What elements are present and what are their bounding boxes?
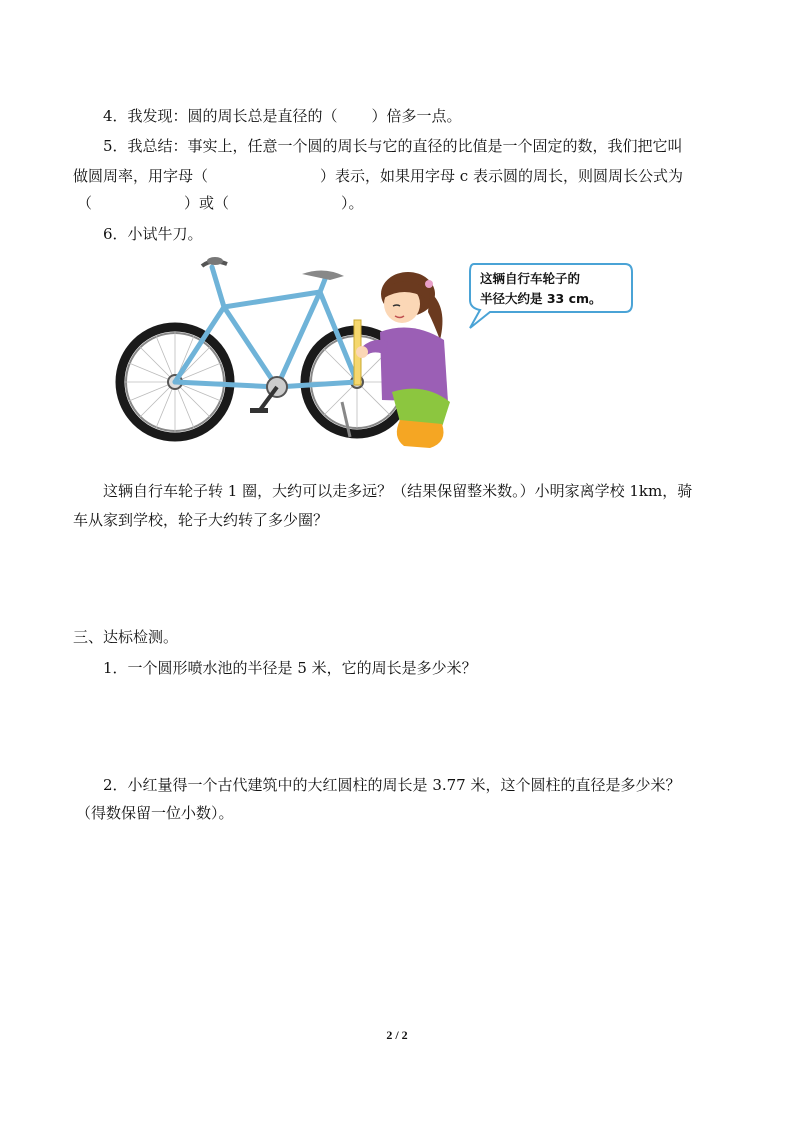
question-5-text-d: ）或（ <box>184 194 230 212</box>
problem-line-2: 车从家到学校，轮子大约转了多少圈？ <box>73 511 329 529</box>
check-question-2-line-2: （得数保留一位小数）。 <box>76 804 234 822</box>
question-5-line-3 <box>77 193 364 213</box>
question-5-text-c: （ <box>77 194 93 212</box>
check-question-2-line-1: 2．小红量得一个古代建筑中的大红圆柱的周长是 3.77 米，这个圆柱的直径是多少米？ <box>103 776 681 794</box>
question-5-line-1: 5．我总结：事实上，任意一个圆的周长与它的直径的比值是一个固定的数，我们把它叫 <box>103 137 683 155</box>
speech-bubble-line-2: 半径大约是 33 cm。 <box>480 291 602 306</box>
question-5-text-e: ）。 <box>341 194 364 212</box>
question-5-text-a: 做圆周率，用字母（ <box>73 167 209 185</box>
speech-bubble-line-1: 这辆自行车轮子的 <box>480 271 581 286</box>
pedal <box>250 408 268 413</box>
girl-figure <box>356 272 450 448</box>
problem-line-1: 这辆自行车轮子转 1 圈，大约可以走多远？（结果保留整米数。）小明家离学校 1km，骑 <box>103 482 693 500</box>
bicycle-frame <box>175 267 357 387</box>
question-5-text-b: ）表示，如果用字母 c 表示圆的周长，则圆周长公式为 <box>320 167 683 185</box>
section-3-title: 三、达标检测。 <box>73 628 179 646</box>
question-4-text-a: 4．我发现：圆的周长总是直径的（ <box>103 107 338 125</box>
question-5-line-2 <box>73 166 683 186</box>
handlebar <box>202 257 227 266</box>
check-question-1: 1．一个圆形喷水池的半径是 5 米，它的周长是多少米？ <box>103 659 477 677</box>
speech-bubble <box>470 264 632 328</box>
bicycle-girl-illustration <box>112 252 642 457</box>
page-number: 2 / 2 <box>386 1028 408 1042</box>
question-6-title: 6．小试牛刀。 <box>103 225 203 243</box>
question-4 <box>103 106 462 126</box>
question-4-text-b: ）倍多一点。 <box>371 107 462 125</box>
